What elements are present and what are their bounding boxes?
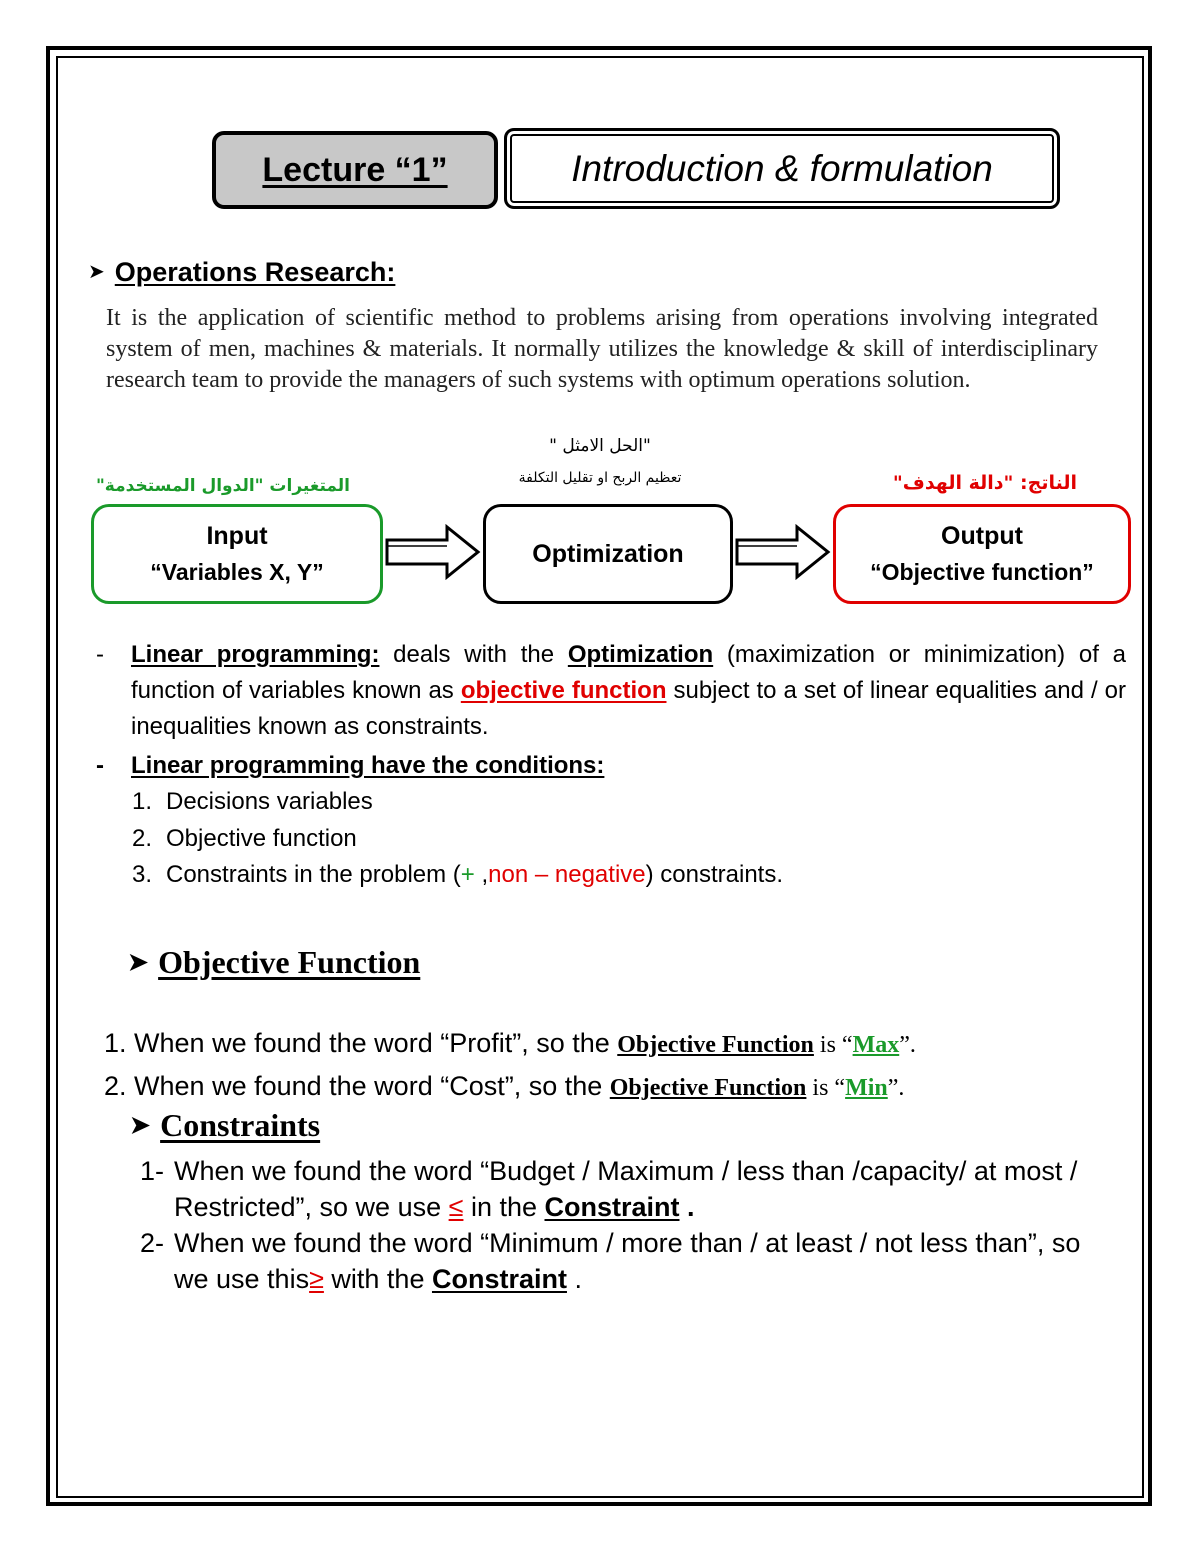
arrow-bullet-icon: ➤ [130, 1113, 151, 1139]
linear-programming-definition: - Linear programming: deals with the Optimization (maximization or minimization) of a function of variables known as objective function subject to a set of linear equalities and / or inequalities known as constraints. [96, 641, 1126, 740]
list-item: 2. When we found the word “Cost”, so the Objective Function is “Min”. [104, 1071, 905, 1101]
lp-conditions-list [132, 784, 783, 894]
operations-research-definition: It is the application of scientific method to problems arising from operations involving integrated system of men, machines & materials. It normally utilizes the knowledge & skill of interdisciplinary research team to provide the managers of such systems with optimum operations solution. [106, 305, 1098, 393]
objective-function-list [104, 1023, 916, 1109]
optimization-box [483, 504, 733, 604]
list-item: 1. Decisions variables [132, 788, 373, 815]
lp-conditions-heading: - Linear programming have the conditions: [96, 752, 605, 779]
list-item: 3. Constraints in the problem (+ ,non – negative) constraints. [132, 861, 784, 888]
arrow-bullet-icon: ➤ [88, 261, 105, 283]
operations-research-heading: ➤ Operations Research: [88, 257, 396, 287]
lecture-title-box [504, 128, 1060, 209]
output-box [833, 504, 1131, 604]
lecture-label: Lecture “1” [262, 150, 448, 189]
lp-term: Linear programming: [131, 641, 380, 668]
objective-function-heading: ➤ Objective Function [128, 944, 421, 980]
right-arrow-icon [735, 524, 831, 580]
right-arrow-icon [385, 524, 481, 580]
lp-optimization-term: Optimization [567, 641, 714, 668]
input-box [91, 504, 383, 604]
constraints-heading: ➤ Constraints [130, 1107, 321, 1143]
lecture-title: Introduction & formulation [571, 147, 993, 189]
list-item: 2- When we found the word “Minimum / more than / at least / not less than”, so we use this≥ with the Constraint . [140, 1228, 1081, 1294]
optimization-title: Optimization [532, 539, 684, 568]
input-subtitle: “Variables X, Y” [150, 559, 324, 585]
output-arabic-label: الناتج: "دالة الهدف" [892, 472, 1077, 494]
input-arabic-label: المتغيرات "الدوال المستخدمة" [95, 476, 350, 496]
input-title: Input [206, 522, 268, 550]
constraints-list [140, 1153, 1100, 1297]
optimization-arabic-label-2: تعظيم الربح او تقليل التكلفة [518, 470, 682, 486]
lecture-label-box [212, 131, 498, 209]
output-subtitle: “Objective function” [870, 559, 1094, 585]
list-item: 2. Objective function [132, 824, 357, 852]
output-title: Output [941, 522, 1023, 550]
lp-objective-function-term: objective function [460, 677, 667, 704]
list-item: 1- When we found the word “Budget / Maximum / less than /capacity/ at most / Restricted”, so we use ≤ in the Constraint . [140, 1156, 1078, 1222]
optimization-arabic-label-1: "الحل الامثل " [549, 436, 651, 456]
arrow-bullet-icon: ➤ [128, 950, 149, 976]
list-item: 1. When we found the word “Profit”, so the Objective Function is “Max”. [104, 1028, 916, 1058]
